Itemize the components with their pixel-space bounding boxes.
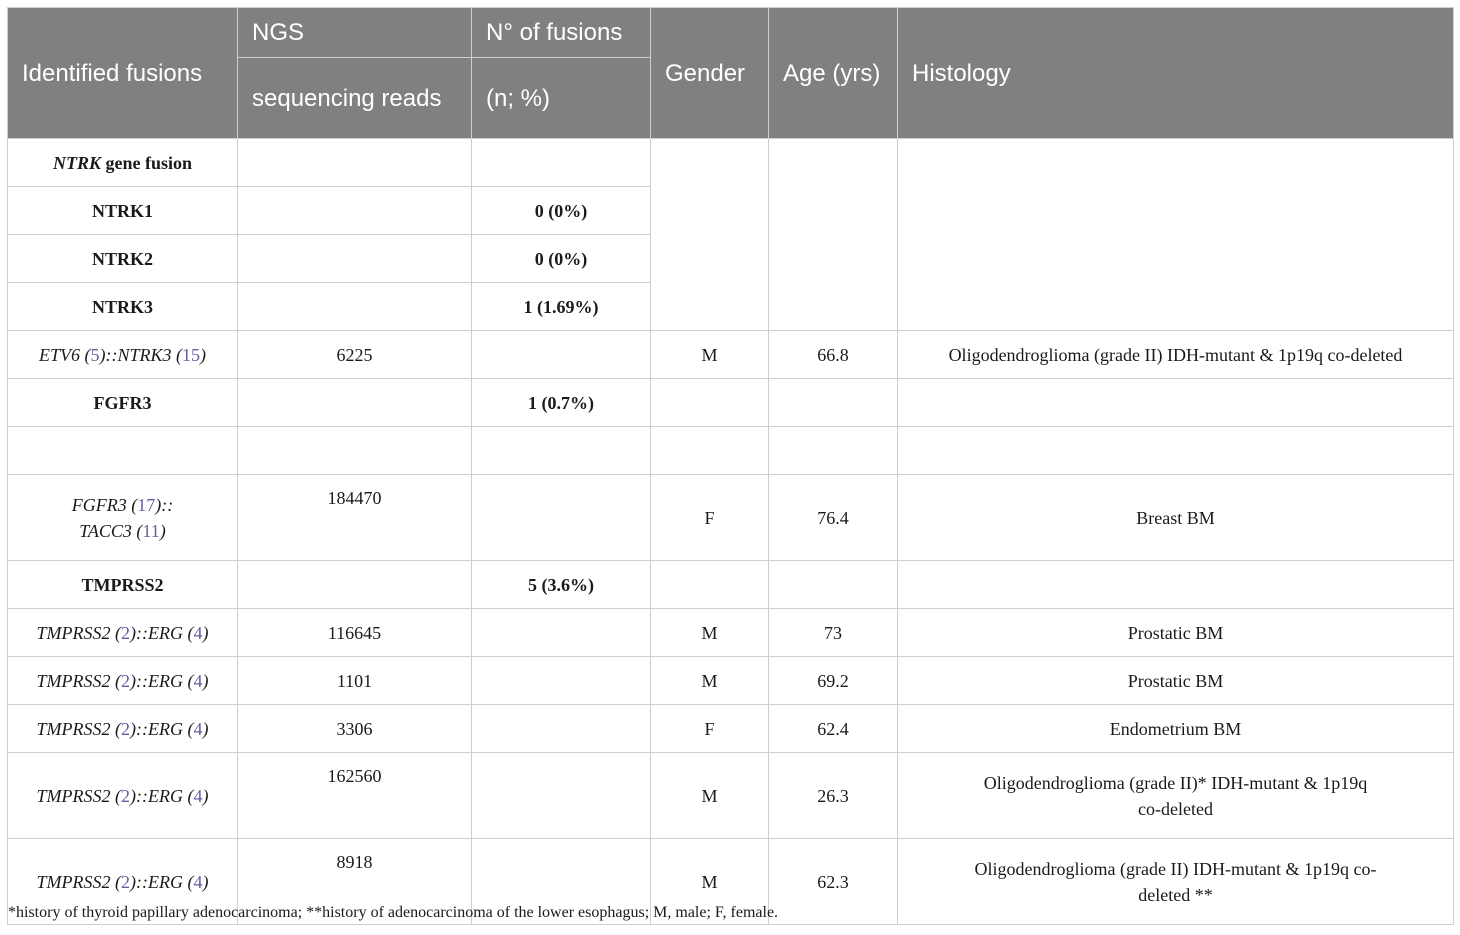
- gender: M: [651, 753, 769, 839]
- ntrk2-count: 0 (0%): [472, 235, 651, 283]
- gender: F: [651, 475, 769, 561]
- table-row-tmprss2-erg: [8, 753, 1454, 839]
- age: 66.8: [769, 331, 898, 379]
- tmprss2-count: 5 (3.6%): [472, 561, 651, 609]
- histology: Prostatic BM: [898, 609, 1454, 657]
- ngs-reads: 162560: [238, 753, 472, 839]
- fusions-table: [7, 7, 1454, 925]
- ngs-reads: 6225: [238, 331, 472, 379]
- ntrk2-label: NTRK2: [8, 235, 238, 283]
- histology: Endometrium BM: [898, 705, 1454, 753]
- gender: M: [651, 331, 769, 379]
- fusion-name: TMPRSS2 (2)::ERG (4): [8, 705, 238, 753]
- fusion-name: TMPRSS2 (2)::ERG (4): [8, 753, 238, 839]
- col-header-histology: Histology: [898, 8, 1454, 139]
- col-header-fusions-count: N° of fusions: [472, 8, 651, 58]
- table-row-fgfr3-tacc3: [8, 475, 1454, 561]
- col-header-ngs: NGS: [238, 8, 472, 58]
- table-row-fgfr3-group: [8, 379, 1454, 427]
- table-row-ntrk-group: [8, 139, 1454, 187]
- ngs-reads: 1101: [238, 657, 472, 705]
- histology: Breast BM: [898, 475, 1454, 561]
- table-row-etv6-ntrk3: [8, 331, 1454, 379]
- col-header-fusions-percent: (n; %): [472, 58, 651, 139]
- age: 62.4: [769, 705, 898, 753]
- ngs-reads: 3306: [238, 705, 472, 753]
- histology: Oligodendroglioma (grade II) IDH-mutant & 1p19q co- deleted **: [898, 839, 1454, 925]
- ngs-reads: 8918: [238, 839, 472, 925]
- histology: Prostatic BM: [898, 657, 1454, 705]
- tmprss2-group-label: TMPRSS2: [8, 561, 238, 609]
- age: 76.4: [769, 475, 898, 561]
- age: 62.3: [769, 839, 898, 925]
- gender: M: [651, 657, 769, 705]
- ngs-reads: 184470: [238, 475, 472, 561]
- fusion-name: TMPRSS2 (2)::ERG (4): [8, 839, 238, 925]
- ntrk3-label: NTRK3: [8, 283, 238, 331]
- age: 26.3: [769, 753, 898, 839]
- histology: Oligodendroglioma (grade II)* IDH-mutant & 1p19q co-deleted: [898, 753, 1454, 839]
- fgfr3-group-label: FGFR3: [8, 379, 238, 427]
- histology: Oligodendroglioma (grade II) IDH-mutant & 1p19q co-deleted: [898, 331, 1454, 379]
- table-row-tmprss2-erg: [8, 657, 1454, 705]
- col-header-ngs-reads: sequencing reads: [238, 58, 472, 139]
- age: 69.2: [769, 657, 898, 705]
- fgfr3-count: 1 (0.7%): [472, 379, 651, 427]
- age: 73: [769, 609, 898, 657]
- fusion-name: ETV6 (5)::NTRK3 (15): [8, 331, 238, 379]
- fusion-name: FGFR3 (17):: TACC3 (11): [8, 475, 238, 561]
- table-row-tmprss2-group: [8, 561, 1454, 609]
- table-row-tmprss2-erg: [8, 705, 1454, 753]
- table-row-tmprss2-erg: [8, 609, 1454, 657]
- table-row-empty: [8, 427, 1454, 475]
- fusion-name: TMPRSS2 (2)::ERG (4): [8, 657, 238, 705]
- gender: M: [651, 839, 769, 925]
- fusion-name: TMPRSS2 (2)::ERG (4): [8, 609, 238, 657]
- col-header-age: Age (yrs): [769, 8, 898, 139]
- gender: F: [651, 705, 769, 753]
- ntrk3-count: 1 (1.69%): [472, 283, 651, 331]
- ntrk-group-label: NTRK gene fusion: [8, 139, 238, 187]
- ntrk1-count: 0 (0%): [472, 187, 651, 235]
- table-footnote: *history of thyroid papillary adenocarcinoma; **history of adenocarcinoma of the lower esophagus; M, male; F, female.: [8, 904, 779, 921]
- ntrk1-label: NTRK1: [8, 187, 238, 235]
- col-header-identified-fusions: Identified fusions: [8, 8, 238, 139]
- gender: M: [651, 609, 769, 657]
- ngs-reads: 116645: [238, 609, 472, 657]
- col-header-gender: Gender: [651, 8, 769, 139]
